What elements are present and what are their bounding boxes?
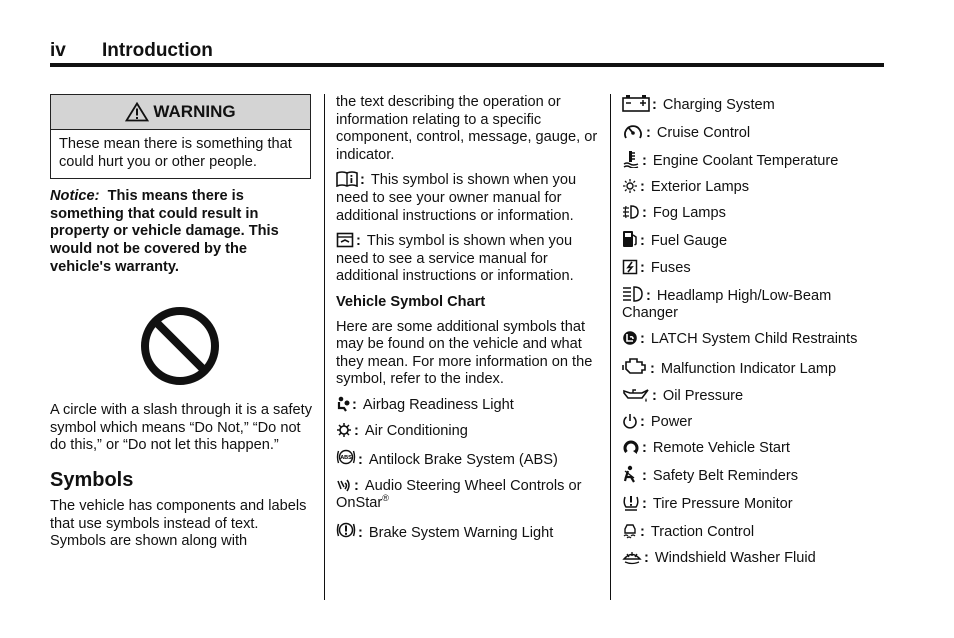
svg-text:ABS: ABS <box>340 455 352 462</box>
symbol-entry: : Oil Pressure <box>622 387 884 406</box>
no-symbol-icon <box>140 306 220 386</box>
tire-pressure-icon <box>622 493 640 511</box>
symbol-entry: : Exterior Lamps <box>622 178 884 197</box>
notice-text: This means there is something that could result in property or vehicle damage. This would not be covered by the vehicle's warranty. <box>50 188 279 275</box>
symbol-entry: : Remote Vehicle Start <box>622 439 884 458</box>
symbols-heading: Symbols <box>50 468 134 491</box>
symbol-entry: : Tire Pressure Monitor <box>622 493 884 514</box>
page-number: iv <box>50 40 66 61</box>
notice-label: Notice: <box>50 188 100 205</box>
section-title: Introduction <box>102 40 213 61</box>
fuel-gauge-icon <box>622 230 638 248</box>
cruise-control-icon <box>622 122 644 140</box>
airbag-icon <box>336 396 350 412</box>
symbol-entry: : Cruise Control <box>622 122 884 143</box>
malfunction-indicator-icon <box>622 356 648 376</box>
fuses-icon <box>622 259 638 275</box>
column-2 <box>336 94 598 542</box>
warning-box <box>50 94 311 179</box>
air-conditioning-icon <box>336 422 352 438</box>
fog-lamps-icon <box>622 204 640 220</box>
owner-manual-entry: : This symbol is shown when you need to see your owner manual for additional instructions or information. <box>336 172 577 224</box>
exterior-lamps-icon <box>622 178 638 194</box>
warning-header <box>51 95 310 130</box>
column-1 <box>50 94 312 551</box>
symbol-entry: : Airbag Readiness Light <box>336 396 598 415</box>
coolant-temperature-icon <box>622 150 640 168</box>
power-icon <box>622 413 638 429</box>
service-manual-text: This symbol is shown when you need to see a service manual for additional instructions or information. <box>336 233 574 285</box>
seat-belt-icon <box>622 465 640 483</box>
symbol-entry: : Traction Control <box>622 521 884 542</box>
symbol-entry: : Air Conditioning <box>336 422 598 441</box>
symbol-entry: : Audio Steering Wheel Controls or OnStar® <box>336 477 582 512</box>
symbol-entry: : Brake System Warning Light <box>336 520 598 543</box>
symbol-entry: : LATCH System Child Restraints <box>622 330 884 349</box>
symbols-intro: The vehicle has components and labels that use symbols instead of text. Symbols are shown along with <box>50 497 307 550</box>
warning-text: These mean there is something that could hurt you or other people. <box>59 136 292 170</box>
abs-icon <box>336 447 356 467</box>
circle-explanation: A circle with a slash through it is a safety symbol which means “Do Not,” “Do not do this,” or “Do not let this happen.” <box>50 402 312 454</box>
washer-fluid-icon <box>622 549 642 565</box>
vehicle-symbol-chart-heading: Vehicle Symbol Chart <box>336 293 486 310</box>
symbol-entry: : Engine Coolant Temperature <box>622 150 884 171</box>
symbol-entry: : Headlamp High/Low-Beam Changer <box>622 285 884 323</box>
page-header <box>50 40 884 64</box>
symbol-entry: : Malfunction Indicator Lamp <box>622 356 884 379</box>
battery-icon <box>622 94 650 112</box>
headlamp-beam-icon <box>622 285 644 303</box>
symbol-entry: ABS : Antilock Brake System (ABS) <box>336 447 598 470</box>
symbol-entry: : Fuses <box>622 259 884 278</box>
warning-triangle-icon <box>125 102 149 122</box>
symbol-entry: : Fuel Gauge <box>622 230 884 251</box>
remote-start-icon <box>622 439 640 455</box>
oil-pressure-icon <box>622 387 650 403</box>
symbol-entry: : Fog Lamps <box>622 204 884 223</box>
symbol-entry: : Safety Belt Reminders <box>622 465 884 486</box>
service-manual-icon <box>336 232 354 248</box>
column-3 <box>622 94 884 568</box>
latch-child-restraint-icon <box>622 330 638 346</box>
steering-wheel-controls-icon <box>336 477 352 493</box>
brake-warning-icon <box>336 520 356 540</box>
header-rule <box>50 63 884 67</box>
column-divider <box>610 94 611 600</box>
symbols-intro-continued: the text describing the operation or information relating to a specific component, control, message, gauge, or indicator. <box>336 94 598 163</box>
symbol-entry: : Charging System <box>622 94 884 115</box>
column-divider <box>324 94 325 600</box>
symbol-entry: : Windshield Washer Fluid <box>622 549 884 568</box>
chart-intro: Here are some additional symbols that may be found on the vehicle and what they mean. For more information on the symbol, refer to the index. <box>336 318 593 388</box>
service-manual-entry: : This symbol is shown when you need to see a service manual for additional instructions or information. <box>336 233 574 285</box>
notice-paragraph <box>50 188 312 276</box>
warning-title: WARNING <box>153 102 236 122</box>
owner-manual-text: This symbol is shown when you need to see your owner manual for additional instructions or information. <box>336 172 577 224</box>
symbol-entry: : Power <box>622 413 884 432</box>
owner-manual-icon <box>336 171 358 187</box>
traction-control-icon <box>622 521 638 539</box>
